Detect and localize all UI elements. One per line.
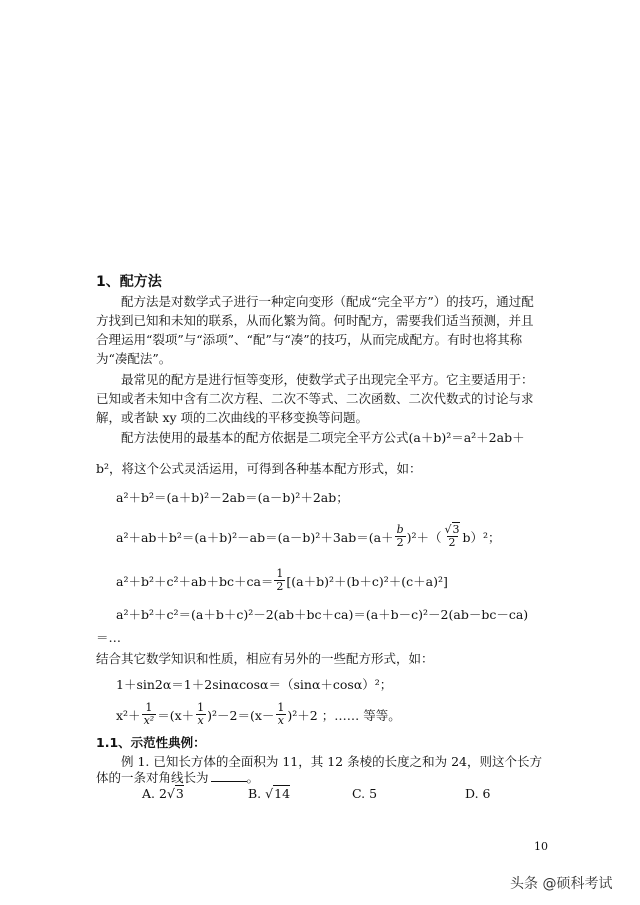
formula-6-mid-2: )²－2＝(x－ [207,707,275,723]
option-b-label: B. [248,786,262,801]
example-line-2-text: 体的一条对角线长为 [96,770,209,785]
formula-1 [116,488,349,506]
frac-numerator: 1 [277,701,285,714]
formula-6-frac-3 [275,702,286,727]
frac-denominator: 2 [276,580,284,593]
frac-denominator: x [197,714,204,727]
frac-denominator: x [277,714,285,727]
formula-2-mid: )²＋（ [406,529,442,545]
frac-numerator: 1 [145,701,153,714]
formula-5: 1＋sin2α＝1＋2sinαcosα＝（sinα＋cosα）²； [116,677,393,692]
formula-6-frac-1 [142,702,157,727]
formula-3 [116,568,448,593]
other-forms-intro: 结合其它数学知识和性质，相应有另外的一些配方形式，如： [96,651,434,666]
formula-3-pre: a²＋b²＋c²＋ab＋bc＋ca＝ [116,573,274,589]
frac-numerator: 1 [276,567,284,580]
formula-4: a²＋b²＋c²＝(a＋b＋c)²－2(ab＋bc＋ca)＝(a＋b－c)²－2(ab－bc－ca) [116,607,529,622]
formula-2-pre: a²＋ab＋b²＝(a＋b)²－ab＝(a－b)²＋3ab＝(a＋ [116,529,394,545]
frac-denominator: 2 [396,536,404,549]
formula-6-pre: x²＋ [116,707,141,723]
formula-1-text: a²＋b²＝(a＋b)²－2ab＝(a－b)²＋2ab； [116,490,349,505]
paragraph-usage: 最常见的配方是进行恒等变形，使数学式子出现完全平方。它主要适用于：已知或者未知中含有二次方程、二次不等式、二次函数、二次代数式的讨论与求解，或者缺 xy 项的二次曲线的平移变换等问题。 [96,372,534,425]
option-c: C. 5 [352,786,378,801]
formula-2-frac-sqrt3-over-2 [443,524,462,549]
example-line-1: 例 1. 已知长方体的全面积为 11，其 12 条棱的长度之和为 24，则这个长方 [121,754,542,769]
example-line-2-end: 。 [246,770,260,785]
formula-6-mid-1: ＝(x＋ [157,707,195,723]
formula-2-frac-b-over-2 [395,524,406,549]
basis-line-1: 配方法使用的最基本的配方依据是二项完全平方公式(a＋b)²＝a²＋2ab＋ [121,430,525,445]
formula-2 [116,524,501,549]
sqrt-sign-icon: √ [444,523,452,536]
option-b-radicand: 14 [274,786,291,801]
basis-line-2: b²，将这个公式灵活运用，可得到各种基本配方形式，如： [96,461,422,476]
frac-numerator [443,524,462,536]
frac-numerator: b [396,523,404,536]
formula-6-post: )²＋2 ；…… 等等。 [287,707,401,723]
paragraph-intro: 配方法是对数学式子进行一种定向变形（配成“完全平方”）的技巧，通过配方找到已知和未知的联系，从而化繁为简。何时配方，需要我们适当预测，并且合理运用“裂项”与“添项”、“配”与“凑”的技巧，从而完成配方。有时也将其称为“凑配法”。 [96,294,534,366]
option-a [142,786,184,801]
section-title: 1、配方法 [96,274,162,290]
frac-denominator: 2 [448,536,456,549]
formula-3-post: [(a＋b)²＋(b＋c)²＋(c＋a)²] [286,573,448,589]
frac-denominator: x² [143,714,155,727]
option-b [248,786,290,801]
page-number: 10 [534,840,548,853]
answer-blank [211,771,247,782]
formula-4-continuation: ＝… [96,630,122,645]
formula-3-frac-half [274,568,285,593]
sqrt-sign-icon: √ [166,786,175,801]
sqrt-radicand: 3 [452,523,460,536]
option-a-label: A. 2 [142,786,167,801]
formula-2-post: b）²； [462,529,501,545]
example-line-2 [96,768,259,786]
option-a-radicand: 3 [175,786,184,801]
option-d: D. 6 [465,786,491,801]
formula-6 [116,702,401,727]
subsection-title: 1.1、示范性典例： [96,735,206,750]
sqrt-sign-icon: √ [265,786,274,801]
formula-6-frac-2 [195,702,206,727]
frac-numerator: 1 [197,701,205,714]
watermark: 头条 @硕科考试 [510,876,613,892]
